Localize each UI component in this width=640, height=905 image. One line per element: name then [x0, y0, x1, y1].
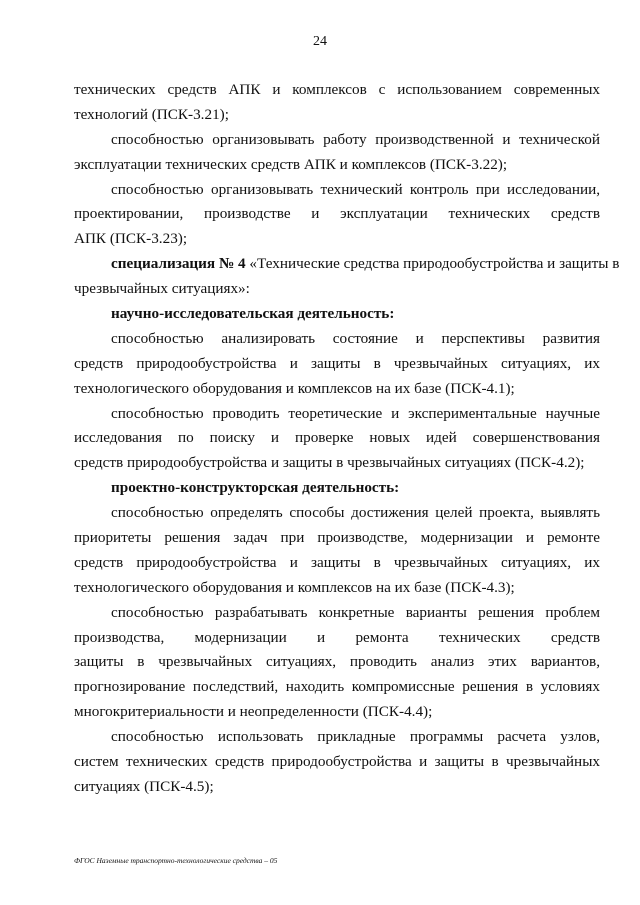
text-line: приоритеты решения задач при производстве, модернизации и ремонте — [74, 529, 600, 547]
text-line: технологий (ПСК-3.21); — [74, 105, 229, 123]
text-line: способностью определять способы достижения целей проекта, выявлять — [111, 504, 600, 522]
text-line: ситуациях (ПСК-4.5); — [74, 777, 214, 795]
text-line: способностью использовать прикладные программы расчета узлов, — [111, 728, 600, 746]
text-line: исследования по поиску и проверке новых идей совершенствования — [74, 429, 600, 447]
text-line: технологического оборудования и комплексов на их базе (ПСК-4.1); — [74, 379, 515, 397]
section-heading: научно-исследовательская деятельность: — [111, 305, 395, 323]
text-line: технологического оборудования и комплексов на их базе (ПСК-4.3); — [74, 578, 515, 596]
text-line: производства, модернизации и ремонта технических средств — [74, 628, 600, 646]
text-line: способностью анализировать состояние и перспективы развития — [111, 329, 600, 347]
text-line: средств природообустройства и защиты в чрезвычайных ситуациях (ПСК-4.2); — [74, 454, 585, 472]
text-line: средств природообустройства и защиты в чрезвычайных ситуациях, их — [74, 354, 600, 372]
footer-text: ФГОС Наземные транспортно-технологические средства – 05 — [74, 856, 278, 865]
document-body — [74, 78, 620, 800]
text-line: способностью разрабатывать конкретные варианты решения проблем — [111, 603, 600, 621]
text-line: защиты в чрезвычайных ситуациях, проводить анализ этих вариантов, — [74, 653, 600, 671]
text-line: проектировании, производстве и эксплуатации технических средств — [74, 205, 600, 223]
page-number: 24 — [313, 34, 327, 49]
text-line: АПК (ПСК-3.23); — [74, 230, 188, 248]
text-line: систем технических средств природообустройства и защиты в чрезвычайных — [74, 753, 600, 771]
text-line: способностью организовывать работу производственной и технической — [111, 130, 600, 148]
text-line: способностью проводить теоретические и экспериментальные научные — [111, 404, 600, 422]
specialization-label: специализация № 4 — [111, 255, 246, 273]
text-line: чрезвычайных ситуациях»: — [74, 280, 250, 298]
text-line: способностью организовывать технический контроль при исследовании, — [111, 180, 600, 198]
text-line: эксплуатации технических средств АПК и комплексов (ПСК-3.22); — [74, 155, 508, 173]
specialization-title: «Технические средства природообустройства и защиты в — [245, 255, 620, 273]
text-line: технических средств АПК и комплексов с использованием современных — [74, 81, 600, 98]
section-heading: проектно-конструкторская деятельность: — [111, 479, 400, 497]
specialization-line — [74, 252, 620, 277]
text-line: прогнозирование последствий, находить компромиссные решения в условиях — [74, 678, 600, 696]
text-line: средств природообустройства и защиты в чрезвычайных ситуациях, их — [74, 553, 600, 571]
text-line: многокритериальности и неопределенности (ПСК-4.4); — [74, 703, 433, 721]
